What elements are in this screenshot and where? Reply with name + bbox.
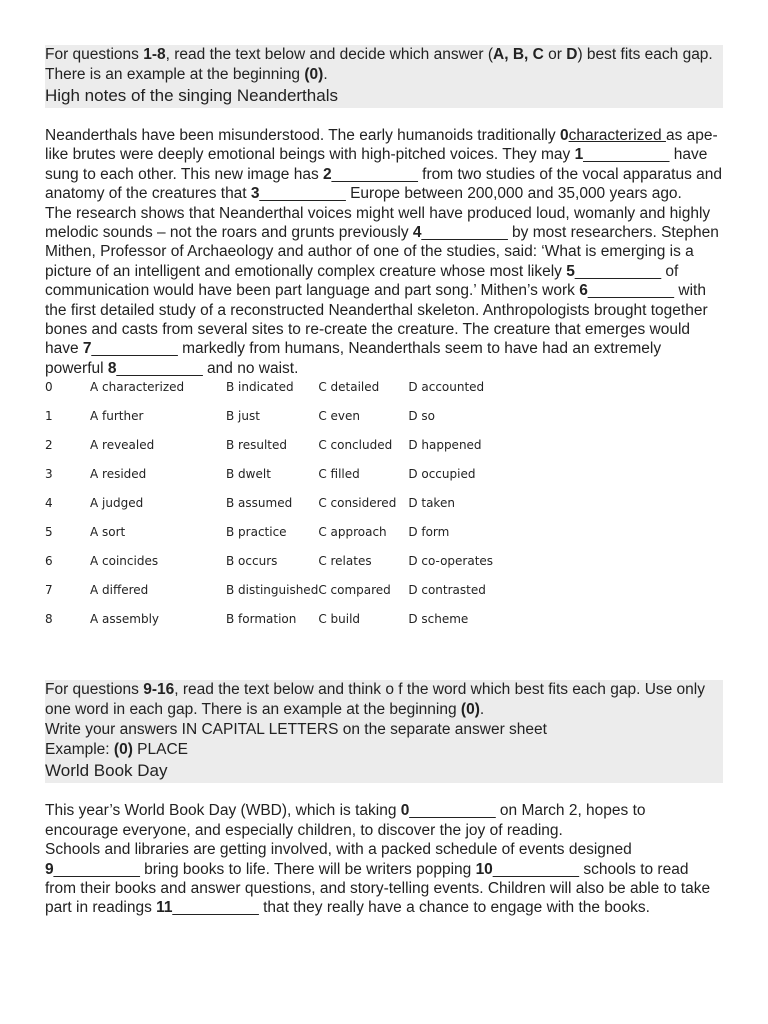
gap-blank: __________ (587, 282, 675, 300)
gap-number: 6 (579, 282, 588, 300)
option-row (45, 583, 528, 612)
option-b: B occurs (226, 554, 278, 569)
option-number: 3 (45, 467, 53, 482)
instr-text: , read the text below and think o f the word which best fits each gap. Use only one word in each gap. There is an example at the beginning (45, 681, 705, 719)
option-c: C compared (318, 583, 391, 598)
option-d: D form (408, 525, 450, 540)
option-d: D scheme (408, 612, 469, 627)
gap-blank: __________ (53, 860, 140, 878)
option-c: C detailed (318, 380, 380, 395)
instr-bold: (0) (460, 701, 480, 719)
option-b: B dwelt (226, 467, 271, 482)
instr-text: ) best fits each gap. There is an example at the beginning (45, 46, 713, 83)
option-c: C filled (318, 467, 360, 482)
example-label: Example: (45, 741, 114, 759)
option-d: D so (408, 409, 435, 424)
gap-blank: __________ (116, 359, 203, 377)
gap-blank: __________ (331, 165, 418, 183)
option-number: 5 (45, 525, 53, 540)
option-a: A further (90, 409, 144, 424)
option-row (45, 554, 528, 583)
gap-number: 1 (574, 146, 584, 164)
gap-blank: __________ (259, 185, 346, 203)
option-row (45, 438, 528, 467)
part2-example (45, 740, 723, 760)
instr-text: . (479, 701, 485, 719)
part2-instructions-box (45, 680, 723, 783)
option-number: 6 (45, 554, 53, 569)
option-row (45, 525, 528, 554)
passage-text: This year’s World Book Day (WBD), which is taking (45, 802, 401, 820)
option-c: C relates (318, 554, 372, 569)
option-b: B practice (226, 525, 287, 540)
part2-title: World Book Day (45, 761, 168, 781)
part1-instructions-box (45, 45, 723, 108)
gap-blank: __________ (583, 146, 670, 164)
option-row (45, 612, 528, 641)
passage-text: markedly from humans, Neanderthals seem to have had an extremely powerful (45, 340, 662, 377)
example-answer: characterized (568, 127, 666, 144)
option-row (45, 380, 528, 409)
part1-paragraph-2 (45, 204, 723, 379)
passage-text: Neanderthals have been misunderstood. The early humanoids traditionally (45, 127, 560, 144)
instr-bold: 9-16 (143, 681, 175, 699)
option-d: D taken (408, 496, 455, 511)
option-b: B resulted (226, 438, 287, 453)
option-b: B indicated (226, 380, 294, 395)
gap-number: 0 (400, 802, 410, 820)
option-b: B formation (226, 612, 297, 627)
option-a: A sort (90, 525, 126, 540)
option-b: B just (226, 409, 260, 424)
part2-instructions (45, 680, 723, 720)
option-c: C considered (318, 496, 397, 511)
gap-number: 9 (45, 860, 54, 878)
option-d: D co-operates (408, 554, 494, 569)
option-a: A characterized (90, 380, 185, 395)
option-c: C approach (318, 525, 387, 540)
gap-number: 7 (82, 340, 92, 358)
gap-blank: __________ (574, 262, 662, 280)
gap-blank: __________ (492, 860, 580, 878)
document-page (45, 45, 723, 918)
gap-number: 10 (475, 860, 493, 878)
passage-text: with the first detailed study of a reconstructed Neanderthal skeleton. Anthropologists brought together bones and casts from several sites to re-create the creature. The creature that emerges would have (45, 282, 708, 358)
option-row (45, 409, 528, 438)
gap-number: 3 (250, 185, 260, 203)
option-number: 8 (45, 612, 53, 627)
passage-text: from two studies of the vocal apparatus and anatomy of the creatures that (45, 165, 723, 203)
instr-bold: A, B, C (493, 46, 544, 63)
gap-number: 8 (107, 359, 117, 377)
option-a: A coincides (90, 554, 159, 569)
part2-passage (45, 801, 723, 917)
gap-blank: __________ (91, 340, 178, 358)
option-number: 4 (45, 496, 53, 511)
instr-text: or (543, 46, 567, 63)
instr-bold: (0) (304, 66, 324, 83)
instr-text: For questions (45, 681, 144, 699)
option-a: A resided (90, 467, 147, 482)
option-a: A assembly (90, 612, 160, 627)
example-number: (0) (113, 741, 133, 759)
instr-text: . (323, 66, 328, 83)
gap-blank: __________ (409, 802, 496, 820)
option-row (45, 467, 528, 496)
part1-title: High notes of the singing Neanderthals (45, 86, 338, 105)
gap-blank: __________ (172, 899, 259, 917)
option-d: D happened (408, 438, 482, 453)
option-row (45, 496, 528, 525)
option-number: 1 (45, 409, 53, 424)
passage-text: as ape-like brutes were deeply emotional beings with high-pitched voices. They may (45, 127, 718, 164)
gap-number: 11 (156, 899, 173, 917)
passage-text: schools to read from their books and answer questions, and story-telling events. Children will also be able to take part in readings (45, 860, 711, 917)
passage-text: and no waist. (202, 359, 299, 377)
option-d: D contrasted (408, 583, 486, 598)
passage-text: on March 2, hopes to encourage everyone, and especially children, to discover the joy of reading. (45, 802, 646, 839)
instr-bold: D (566, 46, 578, 63)
gap-blank: __________ (421, 224, 508, 242)
example-word: PLACE (132, 741, 189, 759)
option-a: A revealed (90, 438, 155, 453)
option-number: 2 (45, 438, 53, 453)
part1-instructions (45, 45, 723, 85)
instr-text: , read the text below and decide which answer ( (165, 46, 494, 63)
passage-text: bring books to life. There will be writers popping (139, 860, 476, 878)
part2-paragraph-2 (45, 840, 723, 918)
instr-text: For questions (45, 46, 144, 63)
option-d: D occupied (408, 467, 476, 482)
passage-text: that they really have a chance to engage with the books. (258, 899, 650, 917)
instr-bold: 1-8 (143, 46, 166, 63)
option-c: C build (318, 612, 361, 627)
option-number: 0 (45, 380, 53, 395)
passage-text: have sung to each other. This new image has (45, 146, 708, 183)
passage-text: of communication would have been part language and part song.’ Mithen’s work (45, 262, 679, 300)
part2-paragraph-1 (45, 801, 723, 840)
gap-number: 2 (323, 165, 332, 183)
option-b: B distinguished (226, 583, 319, 598)
passage-text: by most researchers. Stephen Mithen, Professor of Archaeology and author of one of the studies, said: ‘What is emerging is a picture of an intelligent and emotionally complex creature whose most likely (45, 224, 719, 280)
option-d: D accounted (408, 380, 485, 395)
part1-passage (45, 126, 723, 378)
option-b: B assumed (226, 496, 293, 511)
gap-number: 5 (566, 262, 575, 280)
answer-options-table (45, 380, 528, 641)
passage-text: Schools and libraries are getting involved, with a packed schedule of events designed (45, 841, 632, 859)
option-c: C even (318, 409, 360, 424)
part2-answer-instruction: Write your answers IN CAPITAL LETTERS on the separate answer sheet (45, 721, 547, 739)
option-number: 7 (45, 583, 53, 598)
passage-text: The research shows that Neanderthal voices might well have produced loud, womanly and highly melodic sounds – not the roars and grunts previously (45, 204, 711, 242)
part1-paragraph-1 (45, 126, 723, 204)
option-c: C concluded (318, 438, 393, 453)
option-a: A judged (90, 496, 144, 511)
passage-text: Europe between 200,000 and 35,000 years ago. (345, 185, 682, 203)
gap-number: 0 (559, 127, 569, 144)
option-a: A differed (90, 583, 149, 598)
gap-number: 4 (412, 224, 422, 242)
